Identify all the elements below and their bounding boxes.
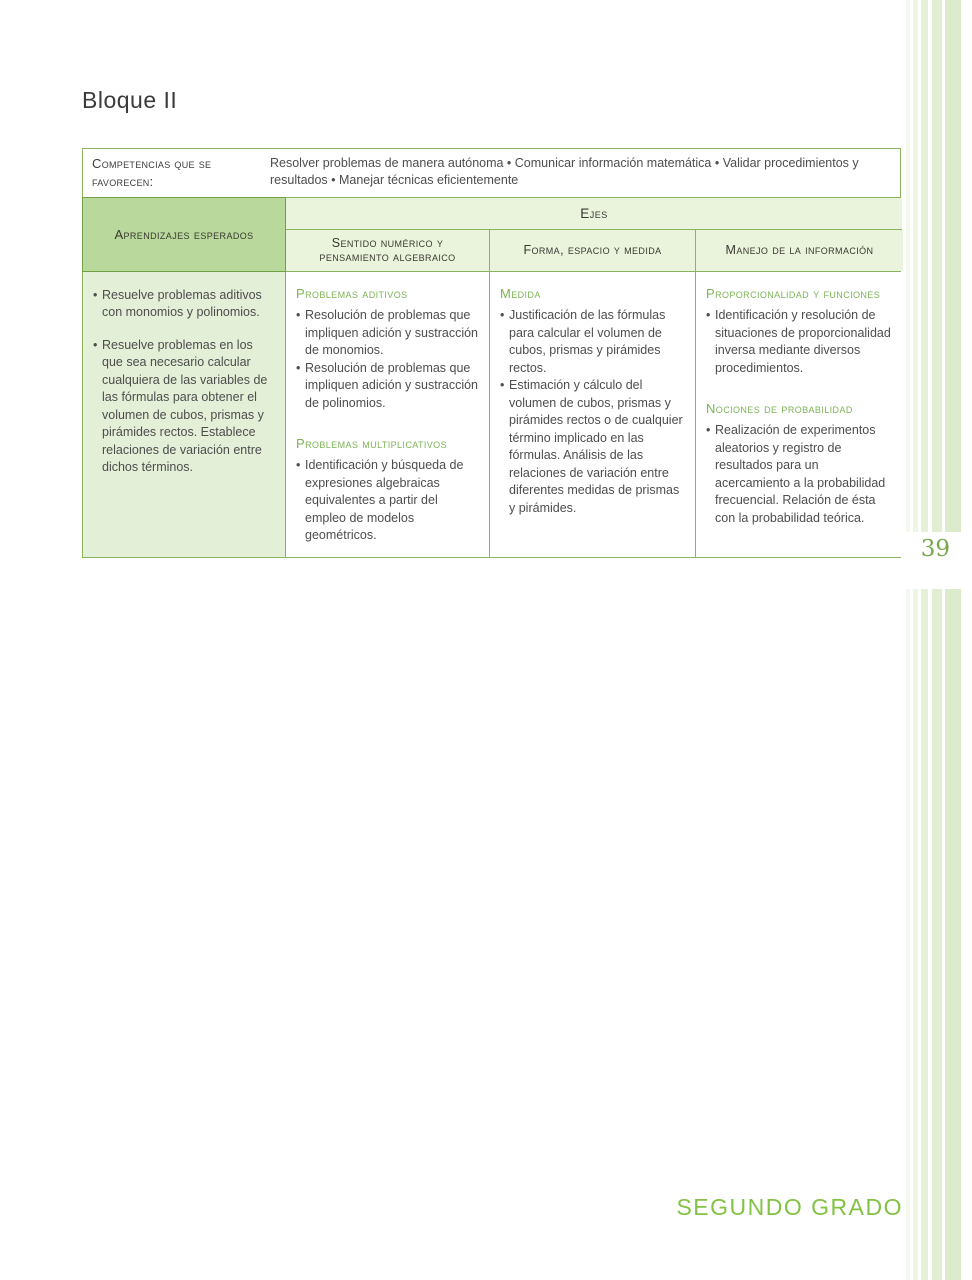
theme-medida (500, 285, 687, 517)
theme-items (296, 457, 481, 545)
eje-column-headers (286, 230, 902, 271)
grade-footer-label: SEGUNDO GRADO (676, 1194, 903, 1220)
list-item: • Resuelve problemas aditivos con monomios y polinomios. (93, 287, 277, 322)
theme-title: Problemas multiplicativos (296, 436, 447, 452)
aprendizajes-cell (83, 272, 285, 557)
decorative-stripes-bottom (906, 589, 972, 1280)
ejes-header-group (286, 198, 902, 271)
theme-proporcionalidad-funciones (706, 285, 895, 377)
theme-items (706, 422, 895, 527)
table-header-row (83, 198, 900, 271)
ejes-header-cell: Ejes (286, 198, 902, 229)
theme-problemas-aditivos (296, 285, 481, 412)
page-number: 39 (920, 536, 950, 562)
column-header-forma-espacio-medida: Forma, espacio y medida (490, 230, 695, 271)
theme-title: Proporcionalidad y funciones (706, 285, 881, 301)
page-title: Bloque II (82, 87, 178, 113)
curriculum-table (82, 148, 901, 558)
competencias-row (83, 149, 900, 197)
competencias-label: Competencias que se favorecen: (92, 156, 212, 189)
list-item: • Identificación y búsqueda de expresiones algebraicas equivalentes a partir del empleo de modelos geométricos. (296, 457, 481, 545)
sentido-numerico-cell (286, 272, 489, 557)
column-header-manejo-informacion: Manejo de la información (696, 230, 903, 271)
theme-nociones-probabilidad (706, 400, 895, 527)
decorative-stripes-top (906, 0, 972, 532)
list-item: • Resolución de problemas que impliquen adición y sustracción de monomios. (296, 307, 481, 360)
list-item: • Justificación de las fórmulas para calcular el volumen de cubos, prismas y pirámides rectos. (500, 307, 687, 377)
theme-items (296, 307, 481, 412)
theme-title: Nociones de probabilidad (706, 401, 853, 417)
aprendizajes-list (93, 287, 277, 477)
list-item: • Estimación y cálculo del volumen de cubos, prismas y pirámides rectos o de cualquier término implicado en las fórmulas. Análisis de las relaciones de variación entre diferentes medidas de prismas y pirámides. (500, 377, 687, 517)
theme-items (500, 307, 687, 517)
aprendizajes-header-cell: Aprendizajes esperados (83, 198, 285, 271)
manejo-informacion-cell (696, 272, 903, 557)
list-item: • Realización de experimentos aleatorios y registro de resultados para un acercamiento a la probabilidad frecuencial. Relación de ésta con la probabilidad teórica. (706, 422, 895, 527)
list-item: • Identificación y resolución de situaciones de proporcionalidad inversa mediante diversos procedimientos. (706, 307, 895, 377)
forma-espacio-medida-cell (490, 272, 695, 557)
theme-title: Problemas aditivos (296, 285, 408, 301)
theme-problemas-multiplicativos (296, 435, 481, 545)
list-item: • Resuelve problemas en los que sea necesario calcular cualquiera de las variables de las fórmulas para obtener el volumen de cubos, prismas y pirámides rectos. Establece relaciones de variación entre dichos términos. (93, 337, 277, 477)
table-content-row (83, 272, 900, 557)
theme-title: Medida (500, 285, 541, 301)
column-header-sentido-numerico: Sentido numérico y pensamiento algebraico (286, 230, 489, 271)
competencias-text: Resolver problemas de manera autónoma • Comunicar información matemática • Validar procedimientos y resultados • Manejar técnicas eficientemente (270, 156, 859, 188)
theme-items (706, 307, 895, 377)
list-item: • Resolución de problemas que impliquen adición y sustracción de polinomios. (296, 360, 481, 413)
